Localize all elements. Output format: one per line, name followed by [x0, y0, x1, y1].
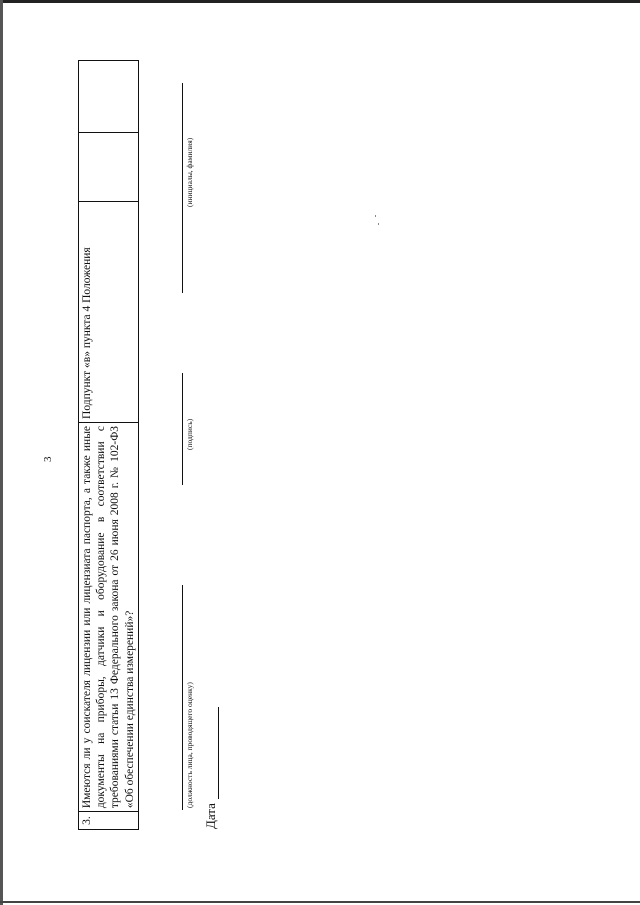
question-cell: Имеются ли у соискателя лицензии или лицензиата паспорта, а также иные документы на приборы, датчики и оборудование в соответствии с требованиями статьи 13 Федерального закона от 26 июня 2008 г. № 102-ФЗ «Об обеспечении единства измерений»? — [79, 422, 139, 811]
position-caption: (должность лица, проводящего оценку) — [185, 682, 194, 808]
date-line — [218, 707, 219, 799]
answer-cell-2 — [79, 61, 139, 133]
answer-cell-1 — [79, 133, 139, 201]
reference-cell: Подпункт «в» пункта 4 Положения — [79, 201, 139, 422]
scan-speck — [375, 215, 376, 217]
row-number: 3. — [79, 812, 139, 830]
page-number: 3 — [42, 456, 54, 462]
name-line — [182, 83, 183, 293]
date-label: Дата — [203, 803, 218, 829]
position-line — [182, 585, 183, 810]
name-caption: (инициалы, фамилия) — [185, 137, 194, 207]
signature-line — [182, 373, 183, 485]
scan-speck — [378, 223, 379, 225]
signature-caption: (подпись) — [185, 418, 194, 450]
table-row — [79, 61, 139, 830]
assessment-table — [78, 60, 139, 830]
